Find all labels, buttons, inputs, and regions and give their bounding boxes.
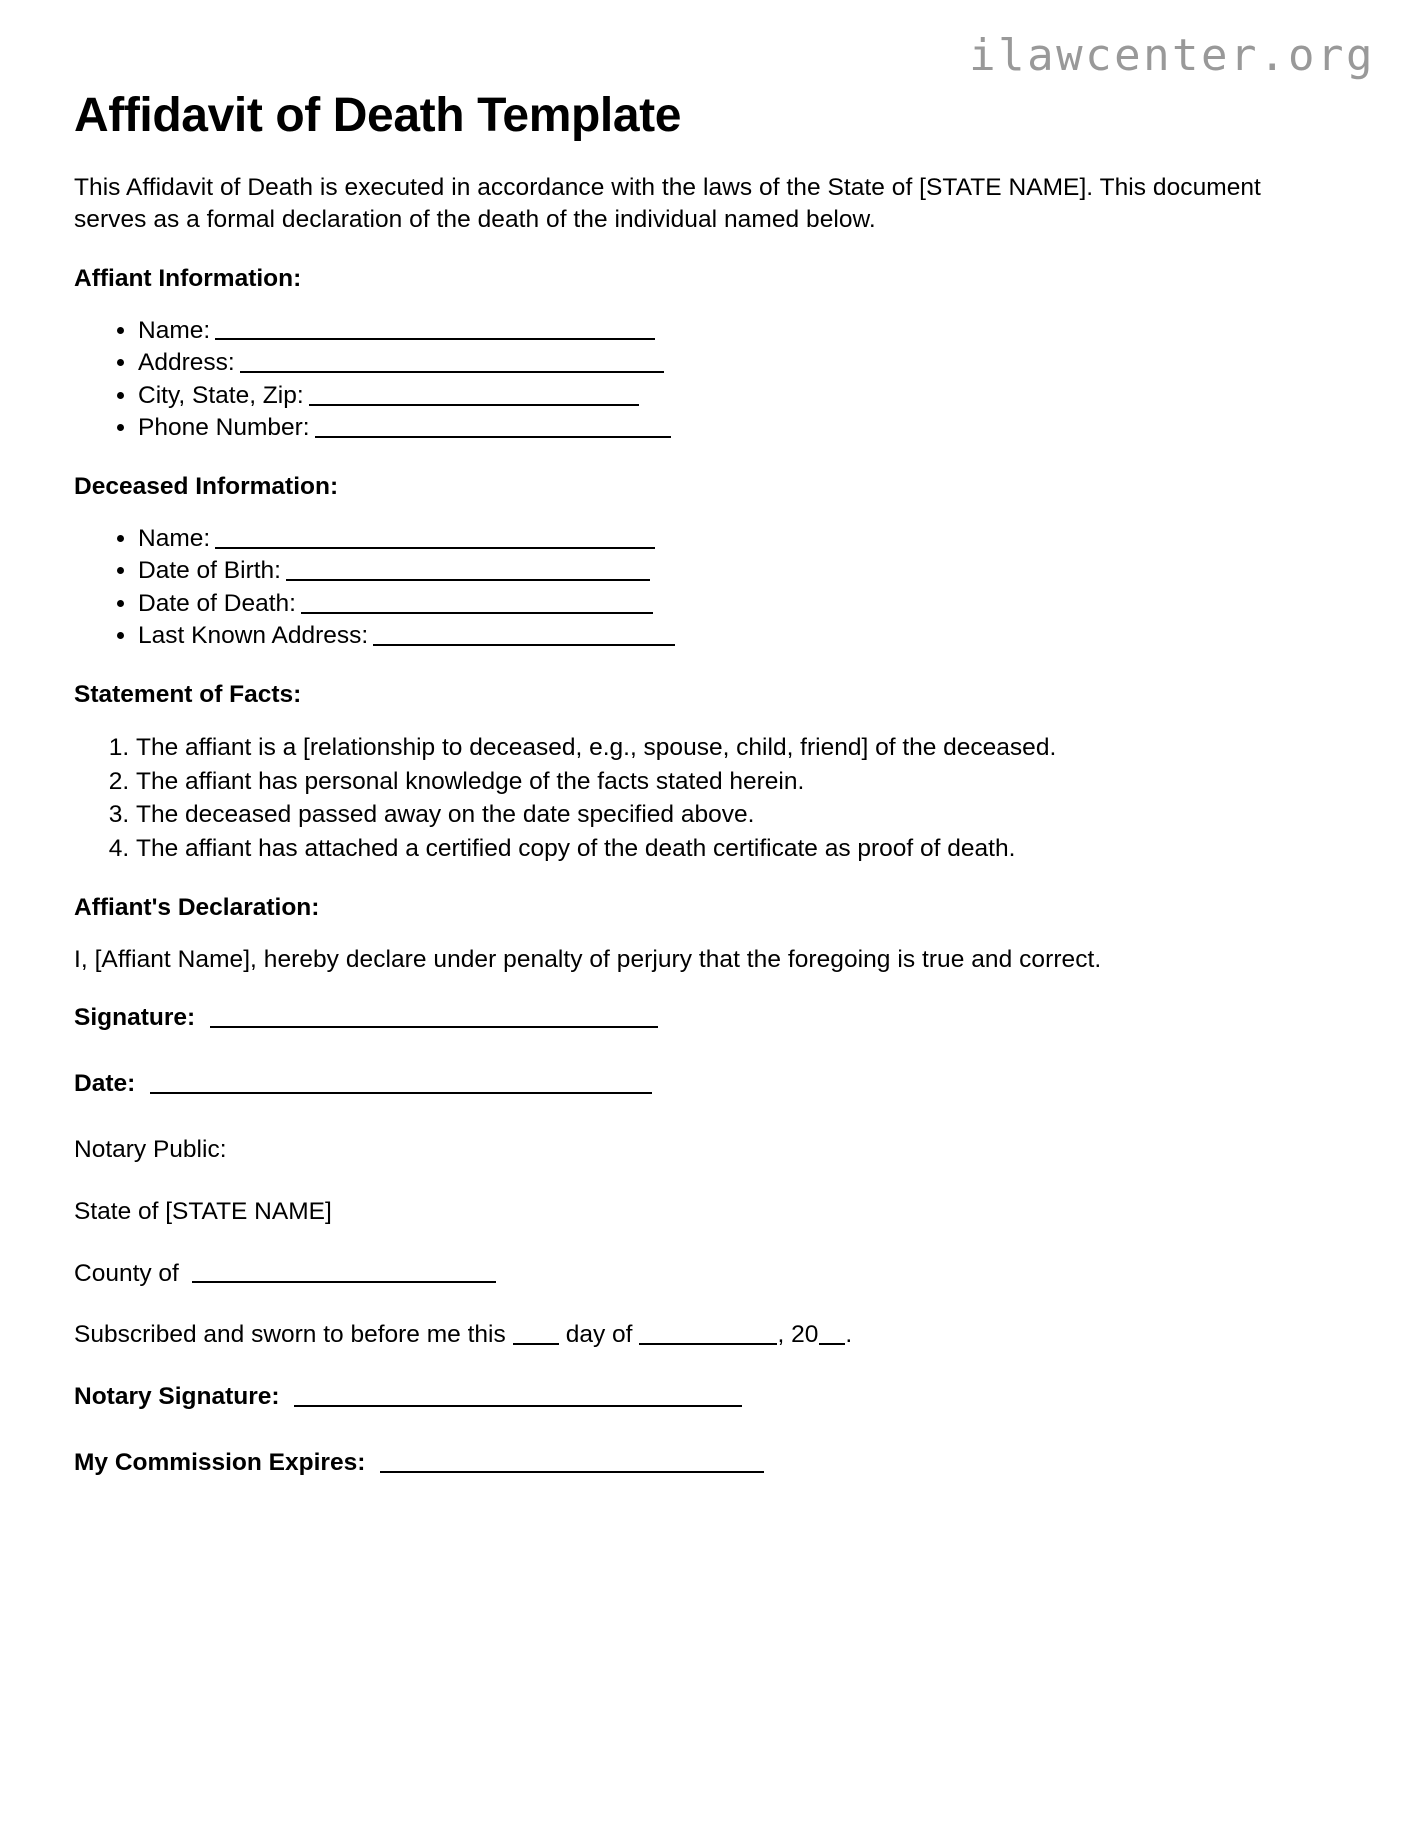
date-label: Date:: [74, 1070, 136, 1098]
sworn-suffix: , 20: [777, 1321, 819, 1349]
statement-of-facts-heading: Statement of Facts:: [74, 680, 302, 708]
list-item: 1. The affiant is a [relationship to deceased, e.g., spouse, child, friend] of the deceased.: [136, 731, 1339, 765]
notary-public-label: Notary Public:: [74, 1135, 227, 1163]
notary-signature-label: Notary Signature:: [74, 1383, 280, 1411]
intro-paragraph: This Affidavit of Death is executed in accordance with the laws of the State of [STATE NAME]. This document serves as a formal declaration of the death of the individual named below.: [74, 174, 1261, 234]
affiant-information-list: [74, 315, 1339, 445]
date-field: [74, 1068, 1339, 1100]
field-label: Last Known Address:: [138, 622, 369, 650]
commission-expires-blank[interactable]: [380, 1448, 764, 1473]
field-label: Date of Birth:: [138, 557, 281, 585]
list-item: [138, 588, 1339, 621]
affiant-declaration-text: I, [Affiant Name], hereby declare under penalty of perjury that the foregoing is true and correct.: [74, 945, 1102, 973]
list-item: 2. The affiant has personal knowledge of the facts stated herein.: [136, 765, 1339, 799]
county-blank[interactable]: [192, 1258, 496, 1283]
sworn-end: .: [845, 1321, 853, 1349]
field-label: Name:: [138, 316, 211, 344]
field-label: Name:: [138, 524, 211, 552]
commission-expires-label: My Commission Expires:: [74, 1449, 366, 1477]
field-label: City, State, Zip:: [138, 381, 304, 409]
sworn-month-blank[interactable]: [639, 1320, 777, 1345]
commission-expires-field: [74, 1447, 1339, 1479]
fill-in-blank[interactable]: [315, 413, 671, 438]
signature-label: Signature:: [74, 1004, 196, 1032]
date-blank[interactable]: [150, 1069, 652, 1094]
field-label: Date of Death:: [138, 589, 296, 617]
deceased-information-heading: Deceased Information:: [74, 472, 339, 500]
signature-blank[interactable]: [210, 1003, 658, 1028]
county-label: County of: [74, 1259, 179, 1287]
fill-in-blank[interactable]: [215, 315, 655, 340]
fill-in-blank[interactable]: [240, 348, 664, 373]
field-label: Phone Number:: [138, 414, 310, 442]
fill-in-blank[interactable]: [215, 523, 655, 548]
deceased-information-list: [74, 523, 1339, 653]
site-watermark: ilawcenter.org: [969, 30, 1375, 81]
notary-signature-field: [74, 1381, 1339, 1413]
notary-signature-blank[interactable]: [294, 1382, 742, 1407]
affiant-information-heading: Affiant Information:: [74, 264, 302, 292]
county-field: [74, 1258, 1339, 1290]
fill-in-blank[interactable]: [309, 380, 639, 405]
sworn-statement: [74, 1319, 1339, 1351]
document-body: [74, 172, 1339, 1513]
notary-state-line: State of [STATE NAME]: [74, 1197, 332, 1225]
list-item: [138, 555, 1339, 588]
signature-field: [74, 1002, 1339, 1034]
field-label: Address:: [138, 349, 235, 377]
list-item: [138, 347, 1339, 380]
list-item: [138, 620, 1339, 653]
list-item: 4. The affiant has attached a certified copy of the death certificate as proof of death.: [136, 832, 1339, 866]
sworn-year-blank[interactable]: [819, 1320, 845, 1345]
fill-in-blank[interactable]: [286, 556, 650, 581]
list-item: [138, 380, 1339, 413]
affiant-declaration-heading: Affiant's Declaration:: [74, 894, 320, 921]
sworn-prefix: Subscribed and sworn to before me this: [74, 1321, 506, 1349]
sworn-day-blank[interactable]: [513, 1320, 559, 1345]
statement-of-facts-list: [74, 731, 1339, 866]
fill-in-blank[interactable]: [301, 588, 653, 613]
list-item: [138, 412, 1339, 445]
sworn-middle: day of: [565, 1321, 633, 1349]
fill-in-blank[interactable]: [373, 621, 675, 646]
list-item: [138, 523, 1339, 556]
list-item: [138, 315, 1339, 348]
page-title: Affidavit of Death Template: [74, 89, 682, 142]
list-item: 3. The deceased passed away on the date specified above.: [136, 798, 1339, 832]
